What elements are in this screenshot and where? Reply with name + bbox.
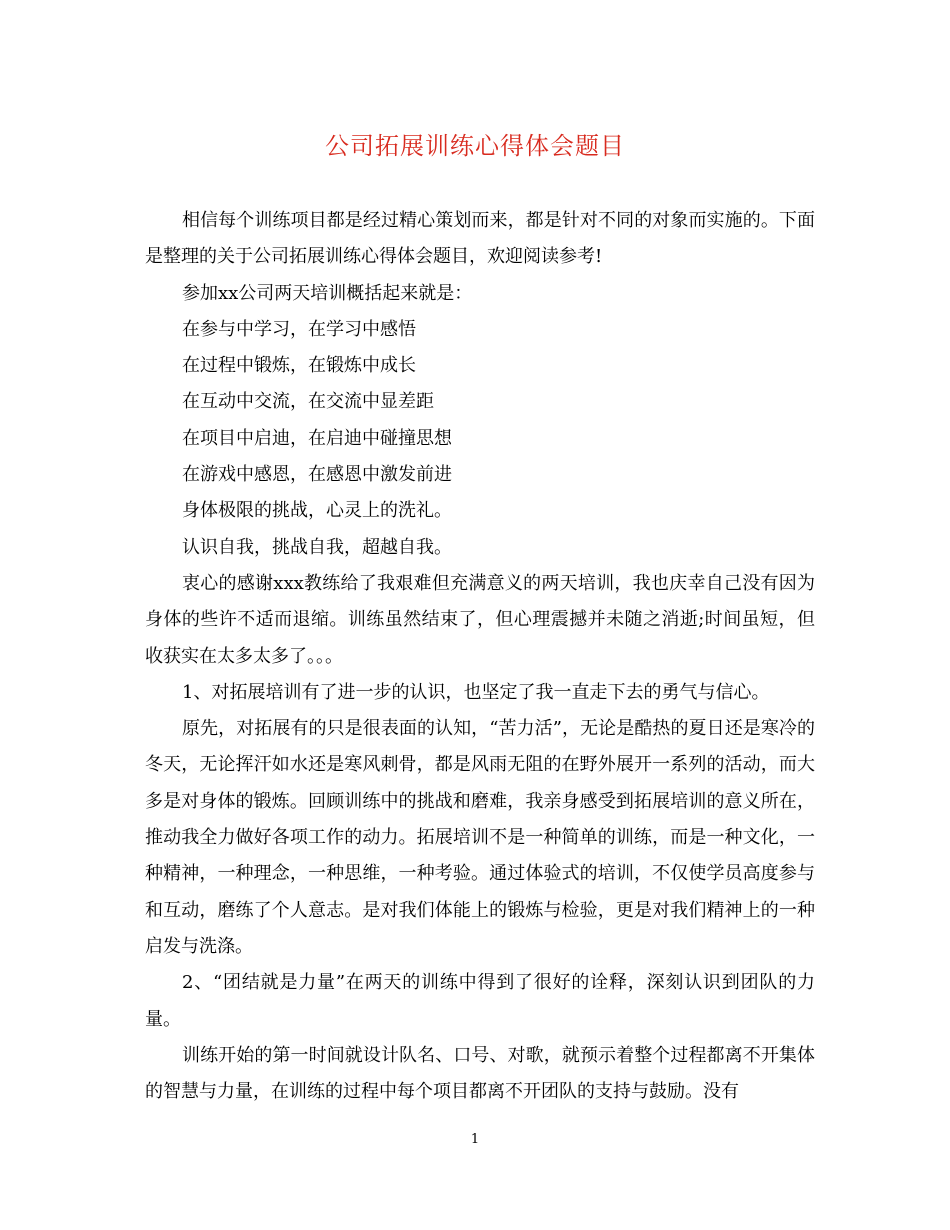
paragraph: 参加xx公司两天培训概括起来就是： (182, 282, 473, 304)
paragraph: 在过程中锻炼，在锻炼中成长 (182, 355, 416, 377)
paragraph: 原先，对拓展有的只是很表面的认知，“苦力活”，无论是酷热的夏日还是寒冷的冬天，无论挥汗如水还是寒风刺骨，都是风雨无阻的在野外展开一系列的活动，而大多是对身体的锻炼。回顾训练中的挑战和磨难，我亲身感受到拓展培训的意义所在，推动我全力做好各项工作的动力。拓展培训不是一种简单的训练，而是一种文化，一种精神，一种理念，一种思维，一种考验。通过体验式的培训，不仅使学员高度参与和互动，磨练了个人意志。是对我们体能上的锻炼与检验，更是对我们精神上的一种启发与洗涤。 (145, 718, 815, 957)
paragraph: 衷心的感谢xxx教练给了我艰难但充满意义的两天培训，我也庆幸自己没有因为身体的些许不适而退缩。训练虽然结束了，但心理震撼并未随之消逝;时间虽短，但收获实在太多太多了。。。 (145, 572, 815, 667)
document-title: 公司拓展训练心得体会题目 (325, 132, 625, 160)
paragraph: 相信每个训练项目都是经过精心策划而来，都是针对不同的对象而实施的。下面是整理的关于公司拓展训练心得体会题目，欢迎阅读参考! (145, 210, 815, 268)
paragraph: 身体极限的挑战，心灵上的洗礼。 (182, 500, 452, 522)
paragraph: 在项目中启迪，在启迪中碰撞思想 (182, 427, 452, 449)
page-number: 1 (470, 1132, 480, 1147)
paragraph: 在游戏中感恩，在感恩中激发前进 (182, 464, 452, 486)
paragraph: 2、“团结就是力量”在两天的训练中得到了很好的诠释，深刻认识到团队的力量。 (145, 972, 815, 1030)
paragraph: 1、对拓展培训有了进一步的认识，也坚定了我一直走下去的勇气与信心。 (182, 681, 770, 703)
document-body (145, 203, 815, 1110)
paragraph: 训练开始的第一时间就设计队名、口号、对歌，就预示着整个过程都离不开集体的智慧与力量，在训练的过程中每个项目都离不开团队的支持与鼓励。没有 (145, 1044, 815, 1103)
paragraph: 在参与中学习，在学习中感悟 (182, 318, 416, 340)
paragraph: 在互动中交流，在交流中显差距 (182, 391, 434, 413)
paragraph: 认识自我，挑战自我，超越自我。 (182, 536, 452, 558)
